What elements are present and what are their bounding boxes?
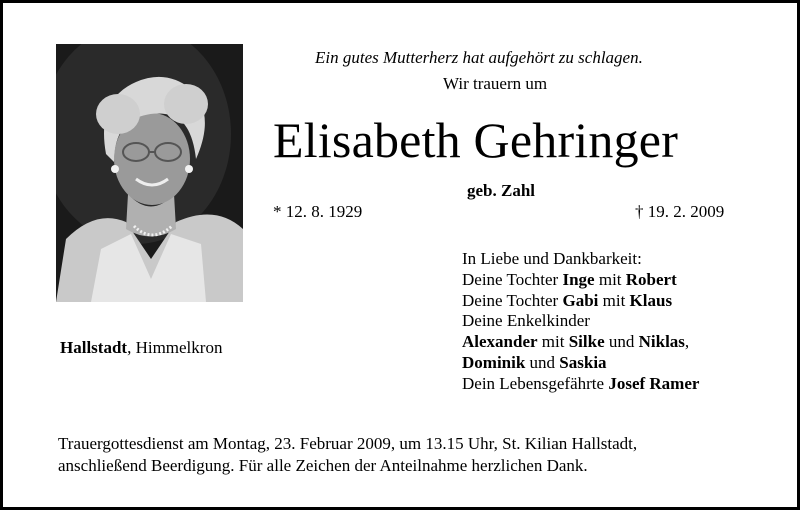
mourner-line	[462, 374, 699, 395]
deceased-name: Elisabeth Gehringer	[273, 112, 679, 168]
mourner-name: Klaus	[629, 290, 673, 310]
mourner-line	[462, 291, 699, 312]
intro-line-2: Wir trauern um	[443, 74, 548, 93]
maiden-name: geb. Zahl	[467, 181, 536, 200]
mourner-line	[462, 311, 699, 332]
mourner-text: Dein Lebensgefährte	[462, 373, 609, 393]
mourner-text: und	[525, 352, 560, 372]
birth-date: * 12. 8. 1929	[273, 202, 363, 221]
death-date: † 19. 2. 2009	[635, 202, 725, 221]
mourner-text: Deine Enkelkinder	[462, 311, 590, 331]
intro-line-1: Ein gutes Mutterherz hat aufgehört zu schlagen.	[315, 48, 643, 67]
mourner-text: mit	[598, 290, 630, 310]
mourner-text: ,	[684, 332, 690, 352]
portrait-photo	[56, 44, 243, 302]
mourner-line	[462, 270, 699, 291]
mourner-text: Deine Tochter	[462, 290, 563, 310]
mourner-text: Deine Tochter	[462, 269, 563, 289]
mourner-name: Josef Ramer	[608, 373, 700, 393]
mourner-text: In Liebe und Dankbarkeit:	[462, 249, 642, 268]
service-info	[58, 433, 637, 477]
mourner-line	[462, 332, 699, 353]
mourner-name: Inge	[562, 269, 595, 289]
mourner-name: Gabi	[562, 290, 599, 310]
mourner-text: mit	[594, 269, 626, 289]
mourner-name: Niklas	[638, 332, 685, 352]
mourner-line	[462, 249, 699, 270]
residence-other: , Himmelkron	[127, 338, 223, 357]
mourner-name: Dominik	[462, 352, 526, 372]
mourner-name: Saskia	[559, 352, 607, 372]
mourner-name: Alexander	[462, 332, 538, 352]
mourner-text: und	[604, 332, 639, 352]
mourners-list	[462, 249, 699, 395]
service-line-2: anschließend Beerdigung. Für alle Zeichen der Anteilnahme herzlichen Dank.	[58, 456, 588, 475]
mourner-text: mit	[537, 332, 569, 352]
service-line-1: Trauergottesdienst am Montag, 23. Februar 2009, um 13.15 Uhr, St. Kilian Hallstadt,	[58, 434, 638, 453]
mourner-name: Silke	[568, 332, 605, 352]
portrait-image	[56, 44, 243, 302]
residence-main: Hallstadt	[60, 338, 128, 357]
mourner-name: Robert	[625, 269, 677, 289]
residence-places	[60, 338, 222, 358]
obituary-notice	[3, 3, 797, 507]
mourner-line	[462, 353, 699, 374]
